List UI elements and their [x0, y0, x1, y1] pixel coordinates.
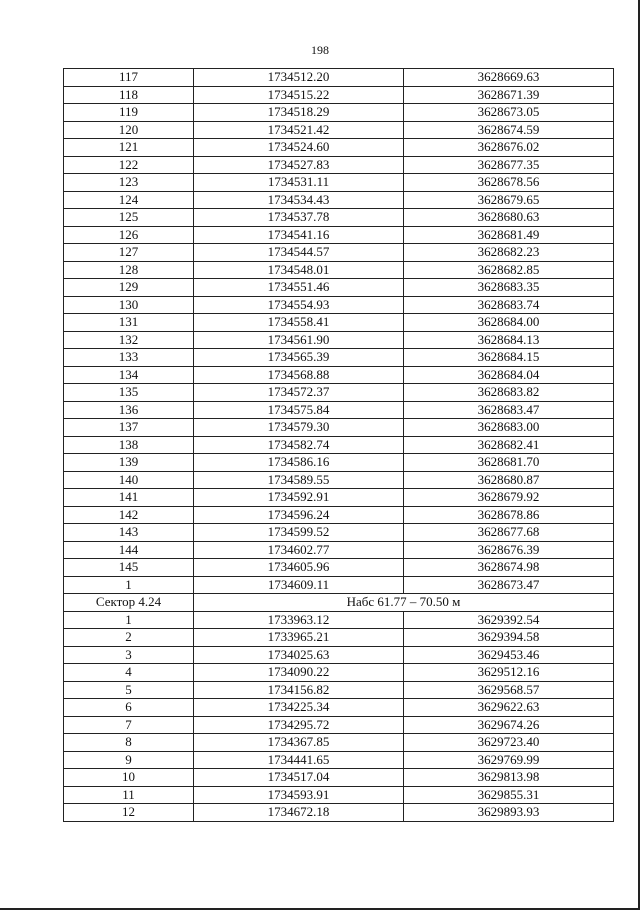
y-coordinate: 3629392.54 [404, 611, 614, 629]
point-number: 126 [64, 226, 194, 244]
table-row [64, 646, 614, 664]
table-row [64, 681, 614, 699]
table-row [64, 401, 614, 419]
y-coordinate: 3628684.04 [404, 366, 614, 384]
table-row [64, 734, 614, 752]
table-row [64, 489, 614, 507]
y-coordinate: 3628673.05 [404, 104, 614, 122]
x-coordinate: 1734589.55 [194, 471, 404, 489]
y-coordinate: 3628683.47 [404, 401, 614, 419]
point-number: 6 [64, 699, 194, 717]
y-coordinate: 3628673.47 [404, 576, 614, 594]
x-coordinate: 1734609.11 [194, 576, 404, 594]
y-coordinate: 3629674.26 [404, 716, 614, 734]
x-coordinate: 1734596.24 [194, 506, 404, 524]
point-number: 142 [64, 506, 194, 524]
point-number: 139 [64, 454, 194, 472]
point-number: 4 [64, 664, 194, 682]
page-number: 198 [311, 43, 329, 57]
x-coordinate: 1734090.22 [194, 664, 404, 682]
table-row [64, 751, 614, 769]
x-coordinate: 1734515.22 [194, 86, 404, 104]
point-number: 5 [64, 681, 194, 699]
x-coordinate: 1734521.42 [194, 121, 404, 139]
table-row [64, 559, 614, 577]
y-coordinate: 3628684.00 [404, 314, 614, 332]
x-coordinate: 1734367.85 [194, 734, 404, 752]
y-coordinate: 3629394.58 [404, 629, 614, 647]
y-coordinate: 3628682.85 [404, 261, 614, 279]
sector-header [64, 594, 614, 612]
point-number: 122 [64, 156, 194, 174]
point-number: 121 [64, 139, 194, 157]
y-coordinate: 3629453.46 [404, 646, 614, 664]
x-coordinate: 1734592.91 [194, 489, 404, 507]
table-row [64, 104, 614, 122]
table-row [64, 261, 614, 279]
y-coordinate: 3628681.49 [404, 226, 614, 244]
y-coordinate: 3628681.70 [404, 454, 614, 472]
point-number: 135 [64, 384, 194, 402]
table-row [64, 716, 614, 734]
table-row [64, 804, 614, 822]
table-row [64, 576, 614, 594]
point-number: 129 [64, 279, 194, 297]
x-coordinate: 1734441.65 [194, 751, 404, 769]
x-coordinate: 1734599.52 [194, 524, 404, 542]
sector-elevation-range: Набс 61.77 – 70.50 м [194, 594, 614, 612]
x-coordinate: 1733963.12 [194, 611, 404, 629]
sector-row [64, 594, 614, 612]
x-coordinate: 1734524.60 [194, 139, 404, 157]
point-number: 10 [64, 769, 194, 787]
x-coordinate: 1734575.84 [194, 401, 404, 419]
point-number: 132 [64, 331, 194, 349]
table-row [64, 524, 614, 542]
point-number: 134 [64, 366, 194, 384]
x-coordinate: 1734518.29 [194, 104, 404, 122]
table-row [64, 296, 614, 314]
point-number: 125 [64, 209, 194, 227]
y-coordinate: 3628683.82 [404, 384, 614, 402]
point-number: 137 [64, 419, 194, 437]
point-number: 131 [64, 314, 194, 332]
table-row [64, 314, 614, 332]
x-coordinate: 1734586.16 [194, 454, 404, 472]
y-coordinate: 3628677.68 [404, 524, 614, 542]
point-number: 119 [64, 104, 194, 122]
y-coordinate: 3628684.15 [404, 349, 614, 367]
point-number: 12 [64, 804, 194, 822]
point-number: 123 [64, 174, 194, 192]
x-coordinate: 1734544.57 [194, 244, 404, 262]
table-row [64, 471, 614, 489]
x-coordinate: 1733965.21 [194, 629, 404, 647]
y-coordinate: 3628674.98 [404, 559, 614, 577]
y-coordinate: 3628682.41 [404, 436, 614, 454]
y-coordinate: 3628676.02 [404, 139, 614, 157]
y-coordinate: 3628682.23 [404, 244, 614, 262]
table-row [64, 244, 614, 262]
x-coordinate: 1734527.83 [194, 156, 404, 174]
y-coordinate: 3628679.92 [404, 489, 614, 507]
table-row [64, 664, 614, 682]
x-coordinate: 1734531.11 [194, 174, 404, 192]
y-coordinate: 3628676.39 [404, 541, 614, 559]
x-coordinate: 1734225.34 [194, 699, 404, 717]
table-row [64, 454, 614, 472]
point-number: 144 [64, 541, 194, 559]
table-row [64, 174, 614, 192]
point-number: 3 [64, 646, 194, 664]
point-number: 130 [64, 296, 194, 314]
y-coordinate: 3628680.87 [404, 471, 614, 489]
point-number: 136 [64, 401, 194, 419]
table-row [64, 506, 614, 524]
x-coordinate: 1734602.77 [194, 541, 404, 559]
table-row [64, 786, 614, 804]
table-row [64, 209, 614, 227]
y-coordinate: 3628671.39 [404, 86, 614, 104]
point-number: 7 [64, 716, 194, 734]
y-coordinate: 3629769.99 [404, 751, 614, 769]
table-row [64, 629, 614, 647]
point-number: 138 [64, 436, 194, 454]
y-coordinate: 3629813.98 [404, 769, 614, 787]
x-coordinate: 1734565.39 [194, 349, 404, 367]
table-row [64, 699, 614, 717]
x-coordinate: 1734541.16 [194, 226, 404, 244]
x-coordinate: 1734551.46 [194, 279, 404, 297]
y-coordinate: 3628684.13 [404, 331, 614, 349]
table-row [64, 331, 614, 349]
y-coordinate: 3629622.63 [404, 699, 614, 717]
coordinates-rows-sector [64, 611, 614, 821]
y-coordinate: 3628678.86 [404, 506, 614, 524]
x-coordinate: 1734593.91 [194, 786, 404, 804]
x-coordinate: 1734561.90 [194, 331, 404, 349]
x-coordinate: 1734156.82 [194, 681, 404, 699]
table-row [64, 769, 614, 787]
x-coordinate: 1734672.18 [194, 804, 404, 822]
table-row [64, 384, 614, 402]
point-number: 143 [64, 524, 194, 542]
point-number: 140 [64, 471, 194, 489]
x-coordinate: 1734537.78 [194, 209, 404, 227]
x-coordinate: 1734582.74 [194, 436, 404, 454]
point-number: 11 [64, 786, 194, 804]
table-row [64, 611, 614, 629]
x-coordinate: 1734554.93 [194, 296, 404, 314]
x-coordinate: 1734295.72 [194, 716, 404, 734]
y-coordinate: 3629893.93 [404, 804, 614, 822]
point-number: 133 [64, 349, 194, 367]
point-number: 120 [64, 121, 194, 139]
x-coordinate: 1734558.41 [194, 314, 404, 332]
table-row [64, 541, 614, 559]
table-row [64, 156, 614, 174]
table-row [64, 349, 614, 367]
coordinates-table [63, 68, 614, 822]
table-row [64, 279, 614, 297]
point-number: 9 [64, 751, 194, 769]
table-row [64, 226, 614, 244]
point-number: 1 [64, 576, 194, 594]
point-number: 118 [64, 86, 194, 104]
table-row [64, 86, 614, 104]
point-number: 2 [64, 629, 194, 647]
y-coordinate: 3629855.31 [404, 786, 614, 804]
point-number: 128 [64, 261, 194, 279]
point-number: 117 [64, 69, 194, 87]
y-coordinate: 3628678.56 [404, 174, 614, 192]
y-coordinate: 3628683.35 [404, 279, 614, 297]
x-coordinate: 1734534.43 [194, 191, 404, 209]
table-row [64, 121, 614, 139]
point-number: 124 [64, 191, 194, 209]
point-number: 8 [64, 734, 194, 752]
y-coordinate: 3629723.40 [404, 734, 614, 752]
table-row [64, 139, 614, 157]
table-row [64, 69, 614, 87]
table-row [64, 419, 614, 437]
y-coordinate: 3628674.59 [404, 121, 614, 139]
x-coordinate: 1734605.96 [194, 559, 404, 577]
y-coordinate: 3629568.57 [404, 681, 614, 699]
x-coordinate: 1734568.88 [194, 366, 404, 384]
x-coordinate: 1734512.20 [194, 69, 404, 87]
x-coordinate: 1734579.30 [194, 419, 404, 437]
coordinates-rows-before-sector [64, 69, 614, 594]
sector-label: Сектор 4.24 [64, 594, 194, 612]
y-coordinate: 3628680.63 [404, 209, 614, 227]
x-coordinate: 1734025.63 [194, 646, 404, 664]
x-coordinate: 1734572.37 [194, 384, 404, 402]
y-coordinate: 3628669.63 [404, 69, 614, 87]
x-coordinate: 1734517.04 [194, 769, 404, 787]
point-number: 141 [64, 489, 194, 507]
x-coordinate: 1734548.01 [194, 261, 404, 279]
y-coordinate: 3628683.00 [404, 419, 614, 437]
y-coordinate: 3628677.35 [404, 156, 614, 174]
point-number: 1 [64, 611, 194, 629]
point-number: 127 [64, 244, 194, 262]
y-coordinate: 3629512.16 [404, 664, 614, 682]
y-coordinate: 3628683.74 [404, 296, 614, 314]
table-row [64, 191, 614, 209]
y-coordinate: 3628679.65 [404, 191, 614, 209]
table-row [64, 436, 614, 454]
table-row [64, 366, 614, 384]
point-number: 145 [64, 559, 194, 577]
